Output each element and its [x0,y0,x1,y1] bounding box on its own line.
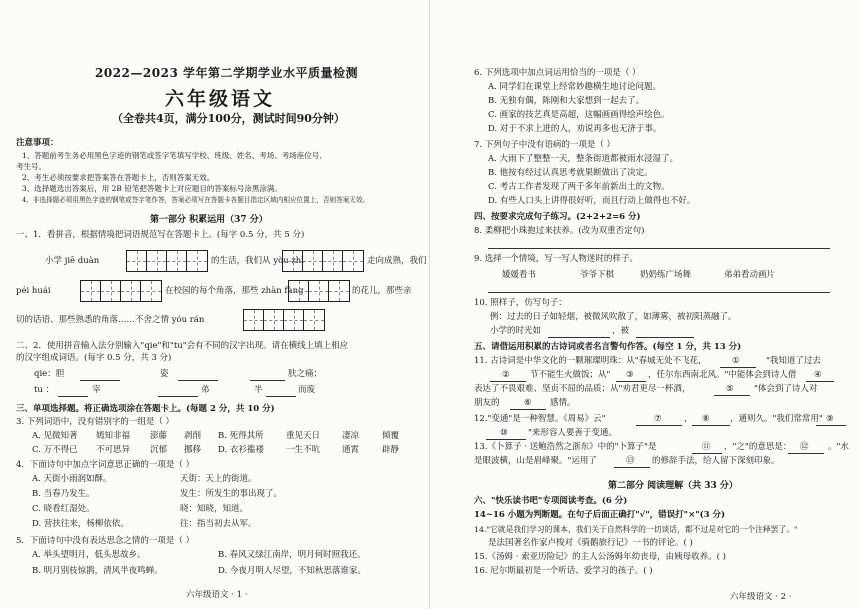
q13-c: 。"水 [828,442,849,452]
answer-line [266,396,296,397]
q1-line2a: péi huái [16,286,51,296]
page-footer-2: 六年级语文 · 2 · [730,592,792,602]
q4-option-a-gloss: 天街：天上的街道。 [180,474,257,484]
note-1: 1、答题前考生务必用黑色字迹的钢笔或签字笔填写学校、班级、姓名、考场、考场座位号、 [22,151,327,160]
q6-option-a: A. 同学们在课堂上经常妙趣横生地讨论问题。 [488,82,662,92]
answer-line [490,381,526,382]
q12-e: "来形容人要善于变通。 [528,428,617,438]
section-5-title: 五、请借运用积累的古诗词或者名言警句作答。(每空 1 分，共 13 分) [474,342,742,352]
q13-e: 的修辞手法，给人留下深刻印象。 [652,456,780,466]
q5-title: 5．下面诗句中没有表达思念之情的一项是（ ） [16,536,195,546]
q9-option-3: 奶奶练广场舞 [640,270,692,280]
blank-12: ⑫ [800,442,809,452]
q4-option-b: B. 当春乃发生。 [32,489,95,499]
q9-option-4: 弟弟看动画片 [724,270,776,280]
q3-option-d-4: 辟静 [382,445,400,455]
exam-info: （全卷共4页，满分100分，测试时间90分钟） [112,112,345,125]
q7-option-a: A. 大雨下了整整一天，整条街道都被雨水浸湿了。 [488,154,679,164]
q2-qie-b: 姿 [160,369,169,379]
q16: 16. 尼尔斯最初是一个听话、爱学习的孩子。( ) [474,566,653,576]
q12-c: ，通则久。"我们常常用" [730,414,823,424]
q3-option-b-4: 倾覆 [382,431,400,441]
answer-line [816,425,846,426]
q7-option-b: B. 他按有经过认真思考就果断做出了决定。 [488,168,653,178]
q2-tu-d: 而废 [298,385,316,395]
q9-option-2: 爷爷下棋 [580,270,615,280]
answer-line [158,396,198,397]
writing-grid-5 [243,309,325,331]
q2-qie-label: qie：胆 [34,369,65,379]
q3-option-d-3: 通霄 [342,445,360,455]
q1-line3: 切的话语、那些熟悉的角落……不舍之情 yóu rán [16,315,205,325]
answer-line [806,381,834,382]
q3-option-b-3: 凄凉 [342,431,360,441]
q5-option-a: A. 举头望明月，低头思故乡。 [32,550,146,560]
q7-title: 7. 下列句子中没有语病的一项是（ ） [474,140,616,150]
blank-5: ⑤ [726,384,734,394]
q11-c: 节不能生火做饭；从" [530,370,611,380]
blank-4: ④ [814,370,822,380]
answer-line [692,453,722,454]
q4-option-c: C. 晓看红湿处。 [32,504,95,514]
q4-option-d-gloss: 往：指当初去从军。 [180,519,257,529]
q12-a: 12."变通"是一种智慧。《周易》云" [474,414,606,424]
q11-b: "我知道了过去 [766,356,821,366]
answer-line [488,248,830,249]
answer-line [178,380,218,381]
answer-line [788,453,824,454]
answer-line [714,395,750,396]
blank-8: ⑧ [702,414,710,424]
q3-option-c: C. 万不得已 [32,445,78,455]
q9-option-1: 媛媛看书 [502,270,537,280]
blank-6: ⑥ [524,398,532,408]
q6-option-d: D. 对于不求上进的人，劝说再多也无济于事。 [488,124,662,134]
blank-7: ⑦ [654,414,662,424]
blank-1: ① [732,356,740,366]
q10-task-a: 小学的时光如 [490,326,542,336]
answer-line [636,337,694,338]
q6-option-c: C. 画家的技艺真是高超，这幅画画得绘声绘色。 [488,110,670,120]
writing-grid-2 [282,250,364,272]
q3-option-a-3: 澎藤 [150,431,168,441]
q5-option-c: B. 明月别枝惊鹊，清风半夜鸣蝉。 [32,566,163,576]
q3-option-c-3: 沉郁 [150,445,168,455]
q2-tu-label: tu ： [34,385,55,395]
q11-h: 感情。 [550,398,576,408]
answer-line [692,425,730,426]
q3-option-d-2: 一生不吭 [286,445,321,455]
q7-option-c: C. 考古工作者发现了两千多年前新出土的文物。 [488,182,670,192]
q13-a: 13.《卜算子 · 送鲍浩然之浙东》中的"卜算子"是 [474,442,657,452]
note-3: 3、选择题选出答案后，用 2B 铅笔把答题卡上对应题目的答案标号涂黑涂满。 [22,184,282,193]
answer-line [548,337,610,338]
blank-2: ② [502,370,510,380]
answer-line [488,292,830,293]
blank-11: ⑪ [702,442,711,452]
blank-13: ⑬ [626,456,635,466]
q3-option-d: D. 衣衫褴褛 [218,445,264,455]
grade-title: 六年级语文 [165,88,276,110]
q2-title: 二、2．使用拼音输入法分别输入"qie"和"tu"会有不同的汉字出现。请在横线上填上相应 [16,341,349,351]
answer-line [80,380,120,381]
blank-3: ③ [626,370,634,380]
q5-option-d: D. 今夜月明人尽望，不知秋思落谁家。 [218,566,366,576]
q2-qie-c: 肤之痛； [288,369,323,379]
q1-line1a: 小学 jiē duàn [45,256,100,266]
q13-d: 是眼波横，山是眉峰聚。"运用了 [474,456,597,466]
note-1-cont: 考生号。 [16,162,46,171]
answer-line [58,396,88,397]
q11-a: 11. 古诗词是中华文化的一颗璀璨明珠：从"春城无处不飞花， [474,356,707,366]
exam-header-title: 2022—2023 学年第二学期学业水平质量检测 [95,66,358,80]
q1-line2b: 在校园的每个角落，那些 zhàn fàng [165,286,304,296]
section-4-title: 四、按要求完成句子练习。(2+2+2=6 分) [474,212,641,222]
q3-option-a: A. 见微知著 [32,431,78,441]
page-footer-1: 六年级语文 · 1 · [186,590,248,600]
answer-line [250,380,285,381]
q3-section: 三、单项选择题。将正确选项涂在答题卡上。(每题 2 分，共 10 分) [16,404,275,414]
q4-option-a: A. 天街小雨润如酥。 [32,474,112,484]
blank-10: ⑩ [500,428,508,438]
q6-title: 6. 下列选项中加点词运用恰当的一项是（ ） [474,68,641,78]
q11-g: 朋友的 [474,398,500,408]
q4-option-d: D. 营扶往来，杨柳依依。 [32,519,129,529]
q3-option-a-2: 嫣知非福 [96,431,131,441]
answer-line [616,381,646,382]
part2-title: 第二部分 阅读理解（共 33 分） [608,481,738,491]
answer-line [486,439,526,440]
answer-line [614,467,650,468]
writing-grid-3 [80,280,162,302]
q2-tu-b: 弟 [201,385,210,395]
answer-line [720,367,756,368]
q12-b: ， [684,414,693,424]
answer-line [510,409,546,410]
q10-task-b: ，被 [612,326,630,336]
q2-title-cont: 的汉字组成词语。(每字 0.5 分，共 3 分) [16,353,172,363]
q14-16-instructions: 14~16 小题为判断题。在句子后面正确打"√"，错误打"×"(3 分) [474,510,726,520]
writing-grid-1 [126,250,208,272]
part1-title: 第一部分 积累运用（37 分） [150,215,268,225]
q10: 10. 照样子，仿写句子： [474,298,567,308]
q11-d: ，任尔东西南北风。"中能体会到诗人借 [648,370,797,380]
notes-title: 注意事项： [16,138,59,148]
exam-page-2 [430,0,860,609]
q1-title: 一、1．看拼音，根据情境把词语规范写在答题卡上。(每字 0.5 分，共 5 分) [16,230,305,240]
q15: 15.《汤姆 · 索亚历险记》的主人公汤姆年幼丧母，由姨母收养。( ) [474,552,726,562]
q4-title: 4．下面诗句中加点字词意思正确的一项是（ ） [16,460,195,470]
q3-option-b: B. 死得其所 [218,431,264,441]
section-6-title: 六、"快乐读书吧"专项阅读考查。(6 分) [474,496,628,506]
q11-e: 表达了不畏艰难、坚贞不屈的品质；从"劝君更尽一杯酒， [474,384,691,394]
q5-option-b: B. 春风又绿江南岸，明月何时照我还。 [218,550,366,560]
note-4: 4、非选择题必须用黑色字迹的钢笔或签字笔作答，答案必须写在答题卡各题目指定区域内相应位置上，否则答案无效。 [22,196,370,204]
q10-example: 例：过去的日子如轻烟，被微风吹散了，如薄雾，被初阳蒸融了。 [490,312,737,322]
q3-option-c-2: 不可思异 [96,445,131,455]
q1-line1b: 的生活，我们从 yòu zhì [211,256,304,266]
q7-option-d: D. 有些人口头上讲得很好听，而且行动上做得也不好。 [488,196,696,206]
q14: 14."它就是我们学习的课本，我们关于自然科学的一切谈话，都不过是对它的一个注释罢了。" [474,525,798,534]
q3-title: 3. 下列词语中，没有错别字的一组是（ ） [16,417,175,427]
blank-9: ⑨ [826,414,834,424]
writing-grid-4 [288,280,350,302]
q3-option-a-4: 剥削 [184,431,202,441]
q9: 9. 选择一个情境，写一写人物迷时的样子。 [474,254,638,264]
q11-f: "体会到了诗人对 [754,384,818,394]
q13-b: ，"之"的意思是： [724,442,792,452]
q4-option-c-gloss: 晓：知晓，知道。 [180,504,249,514]
q8: 8. 柔柳把小珠抱过来扶养。(改为双重否定句) [474,226,645,236]
q14-cont: 是法国著名作家卢梭对《骑鹅旅行记》一书的评论。( ) [488,538,693,548]
q1-line2c: 的花儿，那些亲 [352,286,412,296]
note-2: 2、考生必须按要求把答案答在答题卡上，否则答案无效。 [22,173,215,182]
q4-option-b-gloss: 发生：所发生的事出现了。 [180,489,283,499]
q6-option-b: B. 无独有偶，陈刚和大家想到一起去了。 [488,96,645,106]
answer-line [636,425,682,426]
q2-tu-a: 宰 [92,385,101,395]
q1-line1c: 走向成熟，我们 [367,256,427,266]
q2-tu-c: 半 [254,385,263,395]
q3-option-c-4: 挪移 [184,445,202,455]
q3-option-b-2: 重见天日 [286,431,321,441]
